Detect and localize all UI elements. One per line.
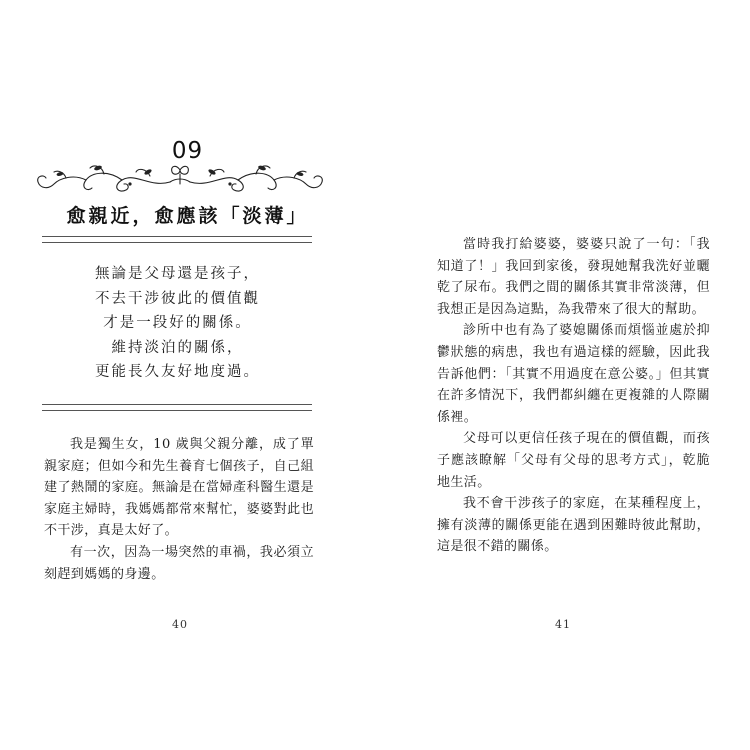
left-body-text: [44, 434, 314, 585]
paragraph: 有一次，因為一場突然的車禍，我必須立刻趕到媽媽的身邊。: [44, 544, 314, 582]
poem-line: 無論是父母還是孩子，: [95, 266, 260, 282]
poem-line: 不去干涉彼此的價值觀: [95, 290, 260, 307]
page-number-right: 41: [555, 618, 571, 631]
paragraph: 父母可以更信任孩子現在的價值觀，而孩子應該瞭解「父母有父母的思考方式」，乾脆地生活。: [437, 431, 710, 490]
title-rule-upper: [42, 236, 312, 237]
poem-rule-lower: [42, 410, 312, 411]
epigraph-poem: [40, 262, 315, 385]
poem-rule-upper: [42, 404, 312, 405]
poem-line: 維持淡泊的關係，: [111, 339, 244, 356]
paragraph: 診所中也有為了婆媳關係而煩惱並處於抑鬱狀態的病患，我也有過這樣的經驗，因此我告訴他們：「其實不用過度在意公婆。」但其實在許多情況下，我們都糾纏在更複雜的人際關係裡。: [437, 323, 710, 425]
right-body-text: [437, 234, 710, 558]
title-rule-lower: [42, 242, 312, 243]
floral-scroll-ornament-icon: [30, 160, 330, 196]
chapter-title: 愈親近，愈應該「淡薄」: [66, 205, 309, 227]
chapter-number: 09: [171, 138, 204, 164]
paragraph: 我不會干涉孩子的家庭，在某種程度上，擁有淡薄的關係更能在遇到困難時彼此幫助，這是很不錯的關係。: [437, 496, 710, 555]
poem-line: 才是一段好的關係。: [103, 315, 252, 332]
poem-line: 更能長久友好地度過。: [95, 364, 260, 381]
paragraph: 我是獨生女，10 歲與父親分離，成了單親家庭；但如今和先生養育七個孩子，自己組建了熱鬧的家庭。無論是在當婦產科醫生還是家庭主婦時，我媽媽都常來幫忙，婆婆對此也不干涉，真是太好了。: [44, 437, 314, 539]
page-number-left: 40: [172, 618, 188, 631]
paragraph: 當時我打給婆婆，婆婆只說了一句：「我知道了！」我回到家後，發現她幫我洗好並曬乾了尿布。我們之間的關係其實非常淡薄，但我想正是因為這點，為我帶來了很大的幫助。: [437, 237, 710, 317]
